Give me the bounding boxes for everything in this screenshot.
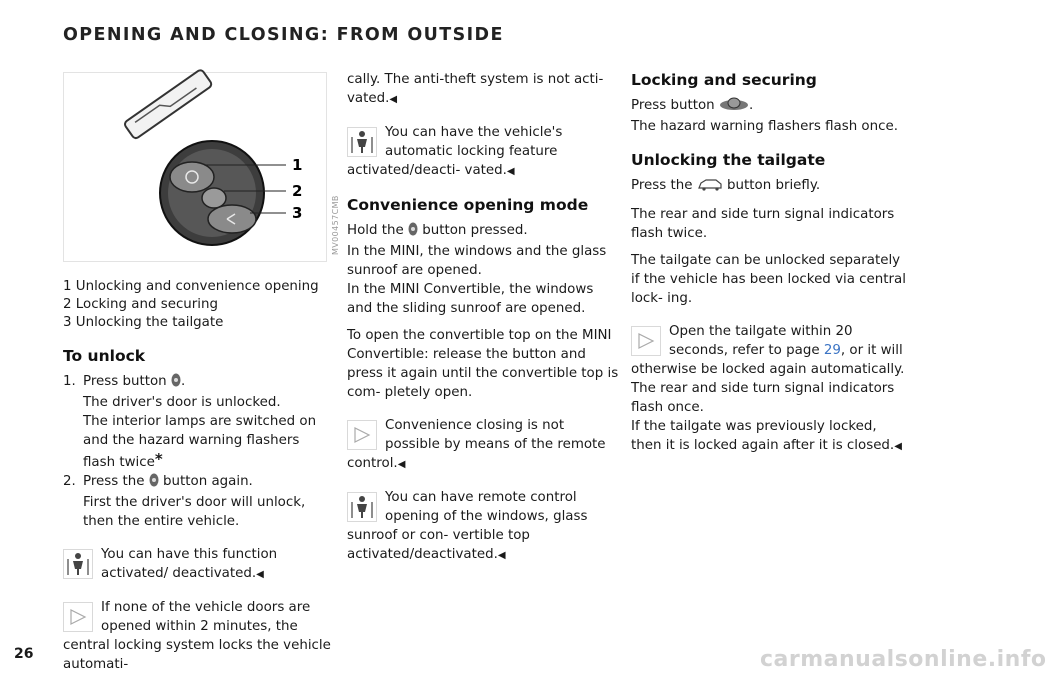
- service-person-icon: [347, 492, 377, 522]
- paragraph: Press button . The hazard warning flashers flash once.: [631, 98, 898, 134]
- tailgate-button-graphic: [208, 205, 256, 233]
- paragraph: The rear and side turn signal indicators flash twice.: [631, 207, 895, 241]
- note-text: You can have this function activated/ deactivated.: [101, 547, 278, 581]
- lock-button-icon: [719, 97, 749, 117]
- paragraph: Press the button briefly.: [631, 176, 908, 197]
- unlock-steps: [63, 372, 335, 531]
- end-marker: ◀: [256, 569, 264, 580]
- column-left: [63, 70, 335, 680]
- column-right: [631, 70, 908, 462]
- service-note: [347, 123, 619, 181]
- image-code: MV00457CMB: [331, 195, 340, 255]
- caution-triangle-icon: [631, 326, 661, 356]
- note-text: You can have the vehicle's automatic locking feature activated/deacti- vated.: [347, 125, 563, 178]
- footnote-star: *: [154, 450, 163, 468]
- key-blade: [123, 69, 212, 140]
- callout-1: 1: [292, 156, 303, 174]
- caution-note: [347, 416, 619, 474]
- page-title: OPENING AND CLOSING: FROM OUTSIDE: [63, 25, 504, 45]
- remote-key-illustration: [64, 73, 326, 261]
- service-person-icon: [63, 549, 93, 579]
- service-person-icon: [347, 127, 377, 157]
- note-text: If none of the vehicle doors are opened within 2 minutes, the central locking system locks the vehicle automati-: [63, 600, 331, 672]
- legend-item: 2 Locking and securing: [63, 297, 218, 312]
- paragraph: The tailgate can be unlocked separately if the vehicle has been locked via central lock- ing.: [631, 253, 906, 306]
- step2-line2: First the driver's door will unlock, then the entire vehicle.: [83, 495, 306, 529]
- end-marker: ◀: [894, 441, 902, 452]
- note-text: You can have remote control opening of the windows, glass sunroof or con- vertible top activated/deactivated.: [347, 490, 588, 562]
- caution-triangle-icon: [347, 420, 377, 450]
- watermark: carmanualsonline.info: [760, 647, 1047, 672]
- caution-note: [63, 598, 335, 674]
- page-link-29[interactable]: 29: [823, 343, 841, 358]
- service-note: [63, 545, 335, 584]
- step1-text-end: .: [180, 374, 186, 389]
- section-heading-locking: Locking and securing: [631, 71, 817, 89]
- legend-item: 1 Unlocking and convenience opening: [63, 279, 319, 294]
- step1-line2: The driver's door is unlocked.: [83, 395, 281, 410]
- column-middle: [347, 70, 619, 571]
- end-marker: ◀: [389, 94, 398, 105]
- end-marker: ◀: [497, 550, 506, 561]
- section-heading-convenience-opening: Convenience opening mode: [347, 196, 589, 214]
- unlock-button-icon: [149, 473, 159, 493]
- lock-button-graphic: [202, 188, 226, 208]
- step-number: 2.: [63, 474, 76, 489]
- callout-3: 3: [292, 204, 303, 222]
- remote-key-figure: [63, 72, 327, 262]
- end-marker: ◀: [506, 166, 515, 177]
- section-heading-to-unlock: To unlock: [63, 347, 146, 365]
- step1-text: Press button: [83, 374, 167, 389]
- note-text: Convenience closing is not possible by means of the remote control.: [347, 418, 606, 471]
- end-marker: ◀: [397, 459, 406, 470]
- callout-2: 2: [292, 182, 303, 200]
- legend-item: 3 Unlocking the tailgate: [63, 315, 224, 330]
- caution-triangle-icon: [63, 602, 93, 632]
- step-number: 1.: [63, 374, 76, 389]
- figure-legend: [63, 278, 335, 332]
- paragraph: Hold the button pressed. In the MINI, the windows and the glass sunroof are opened. In the MINI Convertible, the windows and the sliding sunroof are opened.: [347, 223, 607, 316]
- car-tailgate-icon: [697, 178, 723, 197]
- step1-line3: The interior lamps are switched on and the hazard warning flashers flash twice*: [83, 414, 317, 470]
- list-item: [63, 472, 335, 493]
- continued-text: cally. The anti-theft system is not acti- vated.◀: [347, 72, 604, 106]
- page-number: 26: [14, 646, 34, 662]
- list-item: [63, 372, 335, 393]
- unlock-button-graphic: [170, 162, 214, 192]
- unlock-button-icon: [408, 222, 418, 242]
- step2-text: Press the: [83, 474, 145, 489]
- caution-note: Open the tailgate within 20 seconds, refer to page 29, or it will otherwise be locked again automatically. The rear and side turn signal indicators flash once. If the tailgate was previously locked, then it is locked again after it is closed.◀: [631, 324, 905, 453]
- service-note: [347, 488, 619, 565]
- paragraph: To open the convertible top on the MINI Convertible: release the button and press it again until the convertible top is com- pletely open.: [347, 328, 619, 400]
- section-heading-tailgate: Unlocking the tailgate: [631, 151, 826, 169]
- step2-text-end: button again.: [163, 474, 253, 489]
- unlock-button-icon: [171, 373, 181, 393]
